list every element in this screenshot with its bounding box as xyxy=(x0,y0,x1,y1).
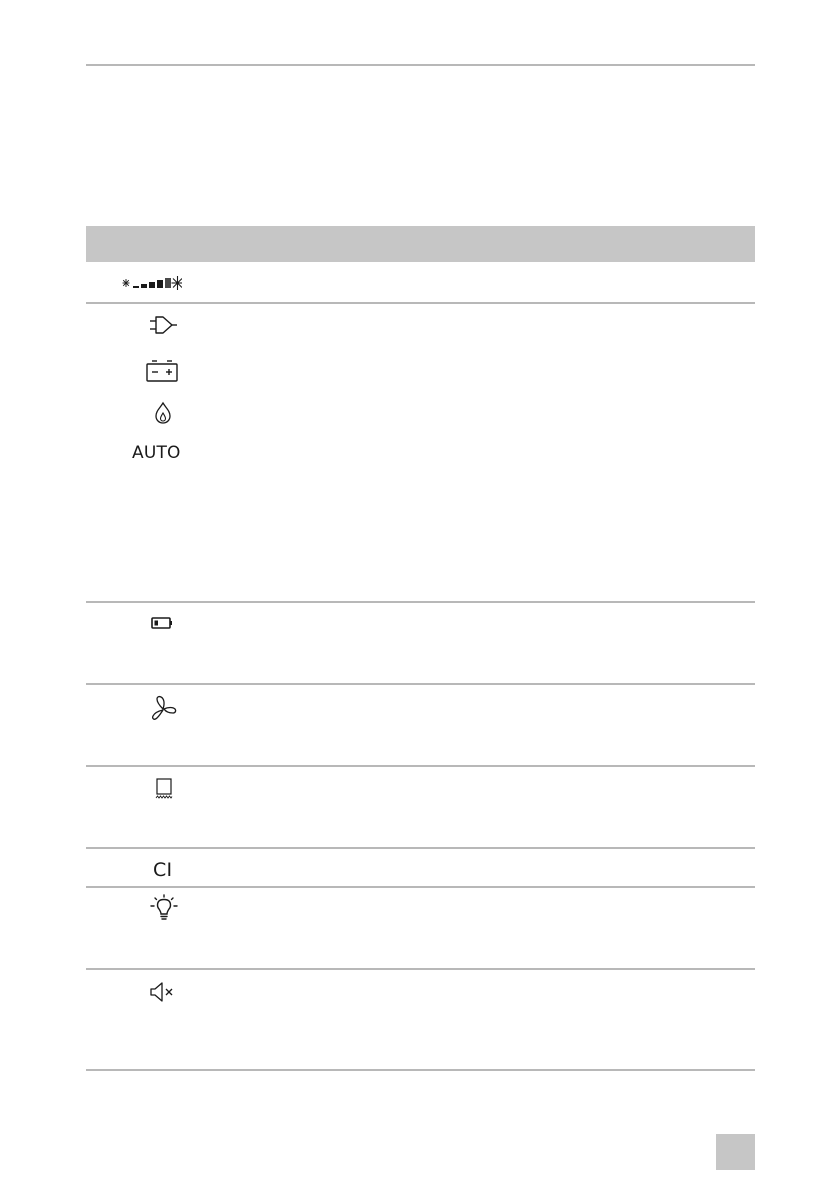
fan-icon xyxy=(150,695,178,723)
battery-dc-icon xyxy=(146,359,178,383)
row-divider xyxy=(86,765,755,767)
light-bulb-icon xyxy=(150,894,178,924)
ci-label: CI xyxy=(153,859,173,881)
table-header xyxy=(86,226,755,262)
row-divider xyxy=(86,886,755,888)
page-tab xyxy=(716,1134,755,1170)
row-divider xyxy=(86,847,755,849)
auto-mode-label: AUTO xyxy=(132,443,181,463)
bottom-rule xyxy=(86,1069,755,1071)
row-divider xyxy=(86,601,755,603)
row-divider xyxy=(86,302,755,304)
row-divider xyxy=(86,968,755,970)
temperature-level-icon xyxy=(122,270,182,294)
top-rule xyxy=(86,64,755,66)
sound-muted-icon xyxy=(149,980,177,1004)
mains-plug-icon xyxy=(148,313,178,337)
gas-flame-icon xyxy=(153,401,173,425)
defrost-heater-icon xyxy=(154,777,174,803)
row-divider xyxy=(86,683,755,685)
battery-low-icon xyxy=(150,614,174,632)
